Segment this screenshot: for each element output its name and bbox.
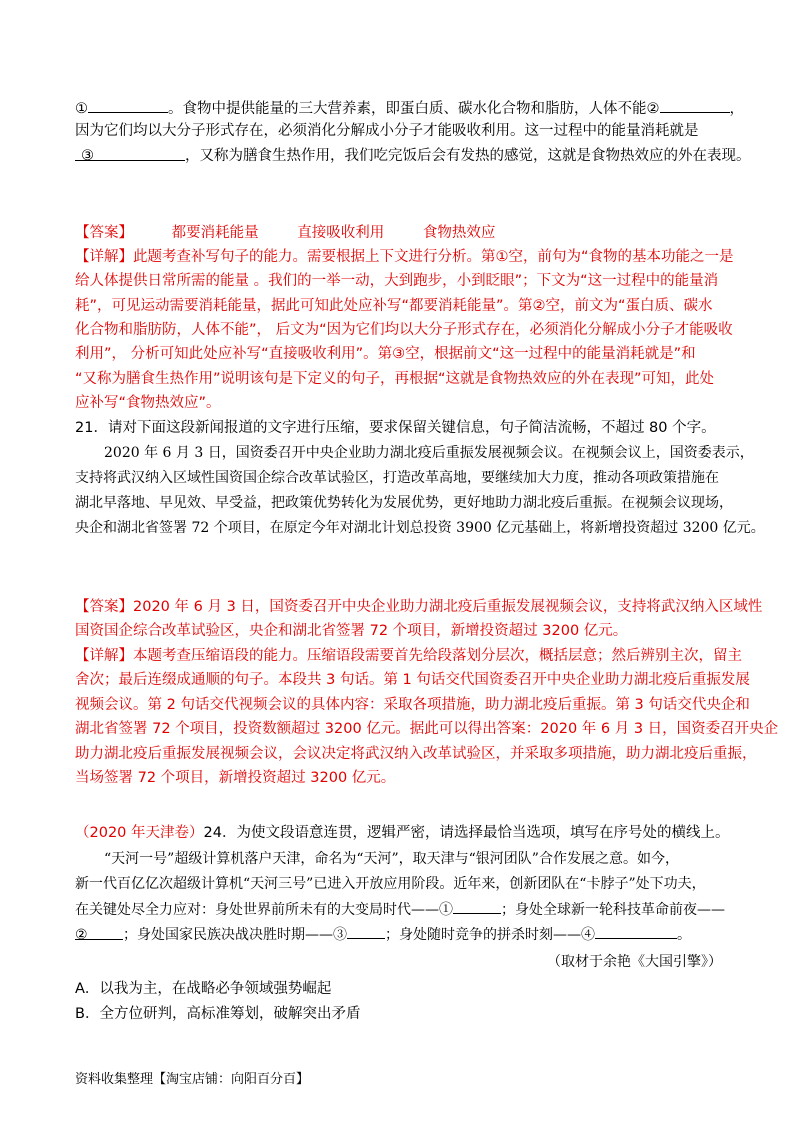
answer-blank-2 xyxy=(660,98,730,113)
passage-text: ；身处全球新一轮科技革命前夜—— xyxy=(501,902,725,918)
answer-item: 食物热效应 xyxy=(422,225,496,241)
punct: ， xyxy=(729,101,744,117)
question-prompt: 24．为使文段语意连贯，逻辑严密，请选择最恰当选项，填写在序号处的横线上。 xyxy=(203,825,730,841)
question-24-prompt xyxy=(75,823,729,843)
detail-line: 化合物和脂肪防，人体不能”， 后文为“因为它们均以大分子形式存在，必须消化分解成小分子才能吸收 xyxy=(75,322,733,338)
answer-label: 【答案】 xyxy=(75,225,133,241)
answer-blank-4 xyxy=(595,924,677,939)
blank-number-1: ① xyxy=(75,101,88,117)
answer-item: 都要消耗能量 xyxy=(171,225,259,241)
passage-text: ；身处随时竞争的拼杀时刻——④ xyxy=(385,927,595,943)
detail-line: 当场签署 72 个项目，新增投资超过 3200 亿元。 xyxy=(75,770,396,786)
question-line-1 xyxy=(75,98,744,119)
answer-line xyxy=(75,223,495,243)
answer-blank-2 xyxy=(75,925,123,943)
passage-text: ；身处国家民族决战决胜时期——③ xyxy=(123,927,347,943)
answer-line: 【答案】2020 年 6 月 3 日，国资委召开中央企业助力湖北疫后重振发展视频会议，支持将武汉纳入区域性 xyxy=(75,599,763,615)
answer-blank-1 xyxy=(88,98,168,113)
question-21-prompt: 21．请对下面这段新闻报道的文字进行压缩，要求保留关键信息，句子简洁流畅，不超过 80 个字。 xyxy=(75,420,716,436)
question-source: （2020 年天津卷） xyxy=(75,825,204,841)
detail-line: 给人体提供日常所需的能量 。我们的一举一动，大到跑步，小到眨眼”；下文为“这一过程中的能量消 xyxy=(75,273,719,289)
q24-passage-line xyxy=(75,899,725,920)
detail-line: 湖北省签署 72 个项目，投资数额超过 3200 亿元。据此可以得出答案：2020 年 6 月 3 日，国资委召开央企 xyxy=(75,721,779,737)
detail-line: “又称为膳食生热作用”说明该句是下定义的句子，再根据“这就是食物热效应的外在表现”可知，此处 xyxy=(75,371,715,387)
q21-passage-line: 支持将武汉纳入区域性国资国企综合改革试验区，打造改革高地，要继续加大力度，推动各项政策措施在 xyxy=(75,470,719,486)
detail-line: 舍次；最后连缀成通顺的句子。本段共 3 句话。第 1 句话交代国资委召开中央企业助力湖北疫后重振发展 xyxy=(75,672,750,688)
answer-blank-3 xyxy=(347,924,385,939)
answer-item: 直接吸收利用 xyxy=(297,225,385,241)
passage-text: 在关键处尽全力应对：身处世界前所未有的大变局时代——① xyxy=(75,902,453,918)
punct: 。 xyxy=(677,927,691,943)
q21-passage-line: 湖北早落地、早见效、早受益，把政策优势转化为发展优势，更好地助力湖北疫后重振。在视频会议现场， xyxy=(75,495,733,511)
answer-blank-1 xyxy=(453,899,501,914)
question-line-2: 因为它们均以大分子形式存在，必须消化分解成小分子才能吸收利用。这一过程中的能量消耗就是 xyxy=(75,123,699,139)
detail-line: 视频会议。第 2 句话交代视频会议的具体内容：采取各项措施，助力湖北疫后重振。第 3 句话交代央企和 xyxy=(75,697,750,713)
option-b: B．全方位研判，高标准筹划，破解突出矛盾 xyxy=(75,1006,361,1022)
footer-text: 资料收集整理【淘宝店铺：向阳百分百】 xyxy=(75,1072,310,1087)
question-text: ，又称为膳食生热作用，我们吃完饭后会有发热的感觉，这就是食物热效应的外在表现。 xyxy=(185,148,751,164)
detail-line: 耗”，可见运动需要消耗能量，据此可知此处应补写“都要消耗能量”。第②空，前文为“蛋白质、碳水 xyxy=(75,298,713,314)
option-a: A．以我为主，在战略必争领域强势崛起 xyxy=(75,981,332,997)
detail-line: 【详解】此题考查补写句子的能力。需要根据上下文进行分析。第①空，前句为“食物的基本功能之一是 xyxy=(75,249,734,265)
q21-passage-line: 2020 年 6 月 3 日，国资委召开中央企业助力湖北疫后重振发展视频会议。在视频会议上，国资委表示， xyxy=(104,445,754,461)
detail-line: 利用”， 分析可知此处应补写“直接吸收利用”。第③空，根据前文“这一过程中的能量消耗就是”和 xyxy=(75,346,696,362)
detail-line: 助力湖北疫后重振发展视频会议，会议决定将武汉纳入改革试验区，并采取多项措施，助力湖北疫后重振， xyxy=(75,746,757,762)
detail-line: 【详解】本题考查压缩语段的能力。压缩语段需要首先给段落划分层次，概括层意；然后辨别主次，留主 xyxy=(75,648,742,664)
answer-blank-3 xyxy=(75,146,185,164)
blank-number-3: ③ xyxy=(81,148,94,164)
q24-passage-line: “天河一号”超级计算机落户天津，命名为“天河”，取天津与“银河团队”合作发展之意。如今， xyxy=(104,851,679,867)
detail-line: 应补写“食物热效应”。 xyxy=(75,395,221,411)
question-text: 。食物中提供能量的三大营养素，即蛋白质、碳水化合物和脂肪，人体不能② xyxy=(168,101,660,117)
q24-passage-line: 新一代百亿亿次超级计算机“天河三号”已进入开放应用阶段。近年来，创新团队在“卡脖子”处下功夫， xyxy=(75,876,706,892)
question-line-3 xyxy=(75,146,751,166)
citation: （取材于余艳《大国引擎》） xyxy=(547,954,722,970)
answer-line: 国资国企综合改革试验区，央企和湖北省签署 72 个项目，新增投资超过 3200 亿元。 xyxy=(75,623,628,639)
q21-passage-line: 央企和湖北省签署 72 个项目，在原定今年对湖北计划总投资 3900 亿元基础上，将新增投资超过 3200 亿元。 xyxy=(75,520,765,536)
q24-passage-line xyxy=(75,924,691,945)
blank-number: ② xyxy=(75,927,88,943)
